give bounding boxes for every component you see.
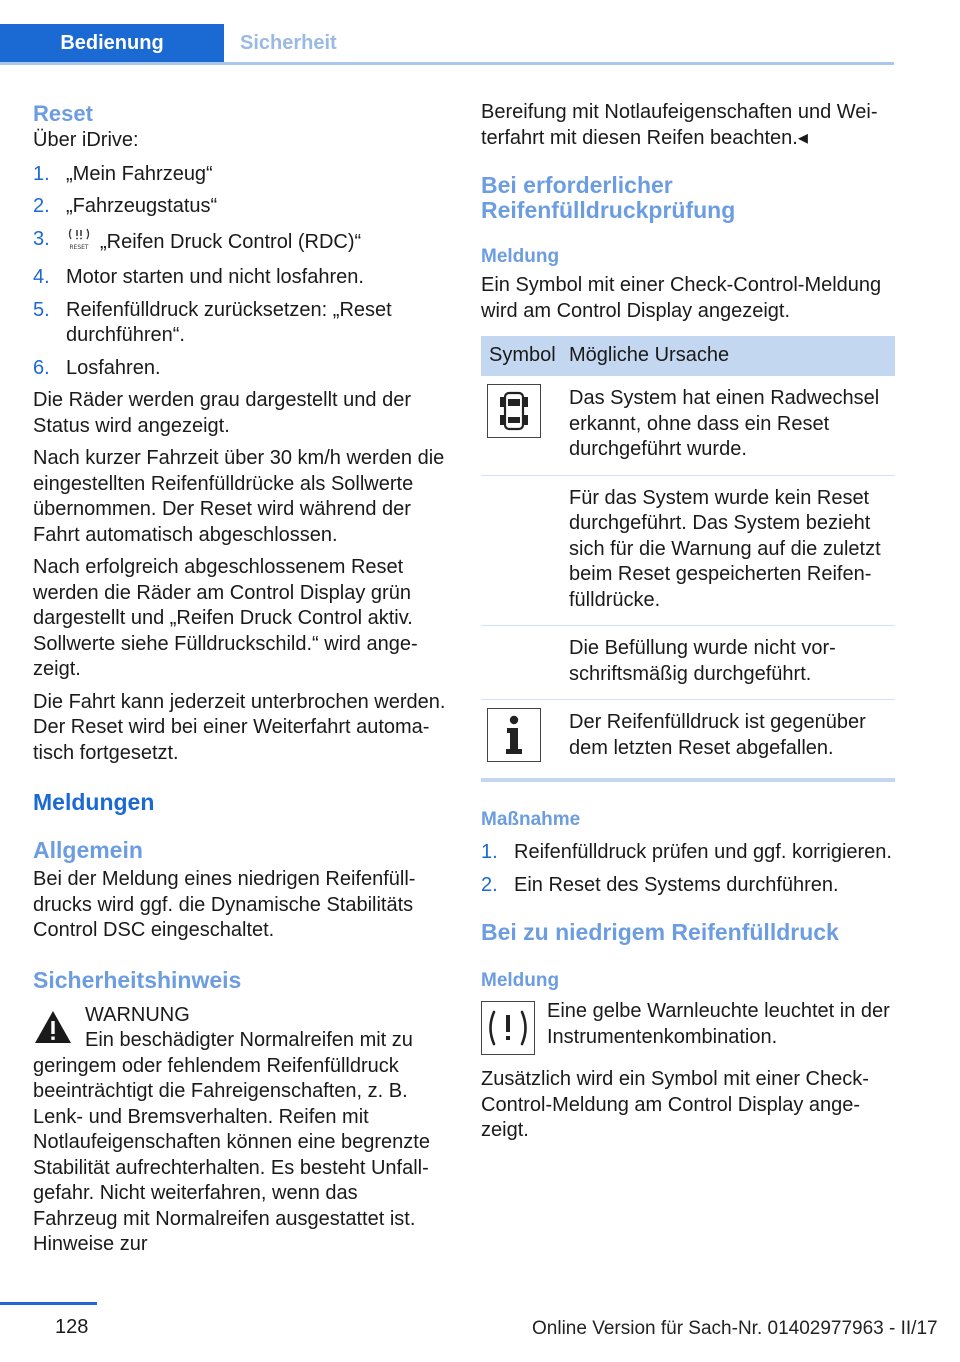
step-number: 1. (481, 841, 498, 863)
meldung-text: Ein Symbol mit einer Check-Control-Meldung wird am Control Display angezeigt. (481, 274, 882, 322)
cause-cell: Die Befüllung wurde nicht vorschriftsmäßig durchgeführt. (561, 626, 895, 700)
column-header-cause: Mögliche Ursache (561, 336, 895, 376)
meldung2-heading: Meldung (481, 970, 560, 991)
cause-cell: Für das System wurde kein Reset durchgeführt. Das System bezieht sich für die Warnung auf die zuletzt beim Reset gespeicherten Reifenfülldrücke. (561, 475, 895, 626)
step-text: „Reifen Druck Control (RDC)“ (100, 230, 362, 253)
symbol-cell (481, 475, 561, 626)
column-header-symbol: Symbol (481, 336, 561, 376)
tab-bedienung[interactable]: Bedienung (0, 24, 224, 62)
step-number: 6. (33, 356, 50, 379)
list-item (33, 298, 447, 349)
warning-text: Ein beschädigter Normalreifen mit zu geringem oder fehlendem Reifenfülldruck beeinträchtigt die Fahreigenschaften, z. B. Lenk- und Bremsverhalten. Reifen mit Notlaufeigenschaften können eine begrenzte Stabilität aufrechterhalten. Es besteht Unfallgefahr. Nicht weiterfahren, wenn das Fahrzeug mit Normalreifen ausgestattet ist. Hinweise zur (33, 1029, 430, 1255)
car-top-view-icon (487, 384, 541, 438)
warning-triangle-icon (33, 1009, 73, 1053)
list-item (33, 265, 447, 291)
tire-pressure-warning-icon (481, 1001, 535, 1055)
lamp-text: Eine gelbe Warnleuchte leuchtet in der Instrumentenkombination. (547, 1000, 890, 1048)
warning-label: WARNUNG (85, 1003, 190, 1026)
step-number: 5. (33, 298, 50, 321)
info-icon (487, 708, 541, 762)
list-item (33, 227, 447, 259)
right-column (481, 100, 895, 1151)
footer-accent-line (0, 1302, 97, 1305)
table-row (481, 376, 895, 475)
tab-sicherheit[interactable]: Sicherheit (240, 32, 337, 54)
paragraph-status: Die Räder werden grau dargestellt und der Status wird angezeigt. (33, 389, 411, 437)
left-column (33, 100, 447, 1258)
idrive-intro: Über iDrive: (33, 129, 139, 151)
symbol-cell (481, 626, 561, 700)
list-item (33, 194, 447, 220)
step-number: 2. (481, 873, 498, 896)
top-navigation-bar (0, 0, 894, 65)
warning-block (33, 1003, 447, 1029)
meldungen-heading: Meldungen (33, 789, 155, 815)
step-number: 4. (33, 266, 50, 288)
step-text: Reifenfülldruck zurücksetzen: „Reset durchführen“. (66, 298, 392, 346)
massnahme-heading: Maßnahme (481, 809, 581, 830)
table-row (481, 475, 895, 626)
cause-cell: Der Reifenfülldruck ist gegenüber dem letzten Reset abgefallen. (561, 700, 895, 781)
step-number: 3. (33, 227, 50, 250)
allgemein-text: Bei der Meldung eines niedrigen Reifenfülldrucks wird ggf. die Dynamische Stabilitäts Control DSC eingeschaltet. (33, 868, 416, 941)
reset-steps-list (33, 162, 447, 382)
meldung-heading: Meldung (481, 246, 560, 267)
step-text: Reifenfülldruck prüfen und ggf. korrigieren. (514, 841, 892, 863)
paragraph-interrupt: Die Fahrt kann jederzeit unterbrochen werden. Der Reset wird bei einer Weiterfahrt automatisch fortgesetzt. (33, 690, 446, 764)
zusatz-text: Zusätzlich wird ein Symbol mit einer Check-Control-Meldung am Control Display angezeigt. (481, 1068, 869, 1141)
table-row (481, 700, 895, 781)
online-version-note: Online Version für Sach-Nr. 01402977963 - II/17 (532, 1318, 938, 1339)
table-row (481, 626, 895, 700)
step-text: Losfahren. (66, 356, 161, 379)
sicherheitshinweis-heading: Sicherheitshinweis (33, 966, 242, 993)
step-text: „Mein Fahrzeug“ (66, 162, 213, 185)
symbol-cause-table (481, 336, 895, 782)
cause-cell: Das System hat einen Radwechsel erkannt, ohne dass ein Reset durchgeführt wurde. (561, 376, 895, 475)
step-text: Motor starten und nicht losfahren. (66, 266, 364, 288)
step-number: 2. (33, 195, 50, 217)
reset-heading: Reset (33, 101, 93, 126)
warning-lamp-block (481, 999, 895, 1055)
list-item (33, 356, 447, 382)
symbol-cell (481, 700, 561, 781)
step-text: „Fahrzeugstatus“ (66, 195, 218, 217)
paragraph-reset-success: Nach erfolgreich abgeschlossenem Reset werden die Räder am Control Display grün dargestellt und „Reifen Druck Control aktiv. Sollwerte siehe Fülldruckschild.“ wird angezeigt. (33, 556, 418, 680)
step-number: 1. (33, 162, 50, 185)
check-heading: Bei erforderlicher Reifenfülldruckprüfung (481, 172, 736, 223)
massnahme-list (481, 840, 895, 898)
list-item (481, 840, 895, 866)
paragraph-sollwerte: Nach kurzer Fahrzeit über 30 km/h werden die eingestellten Reifenfülldrücke als Sollwerte übernommen. Der Reset wird während der Fahrt automatisch abgeschlossen. (33, 447, 445, 546)
continuation-text: Bereifung mit Notlaufeigenschaften und Weiterfahrt mit diesen Reifen beachten.◂ (481, 101, 878, 149)
table-header-row (481, 336, 895, 376)
tire-pressure-reset-icon (66, 227, 92, 259)
list-item (481, 873, 895, 899)
allgemein-heading: Allgemein (33, 837, 143, 863)
symbol-cell (481, 376, 561, 475)
step-text: Ein Reset des Systems durchführen. (514, 873, 839, 896)
list-item (33, 162, 447, 188)
page-number: 128 (55, 1316, 89, 1338)
niedrig-heading: Bei zu niedrigem Reifenfülldruck (481, 919, 839, 945)
svg-text:RESET: RESET (69, 243, 89, 251)
